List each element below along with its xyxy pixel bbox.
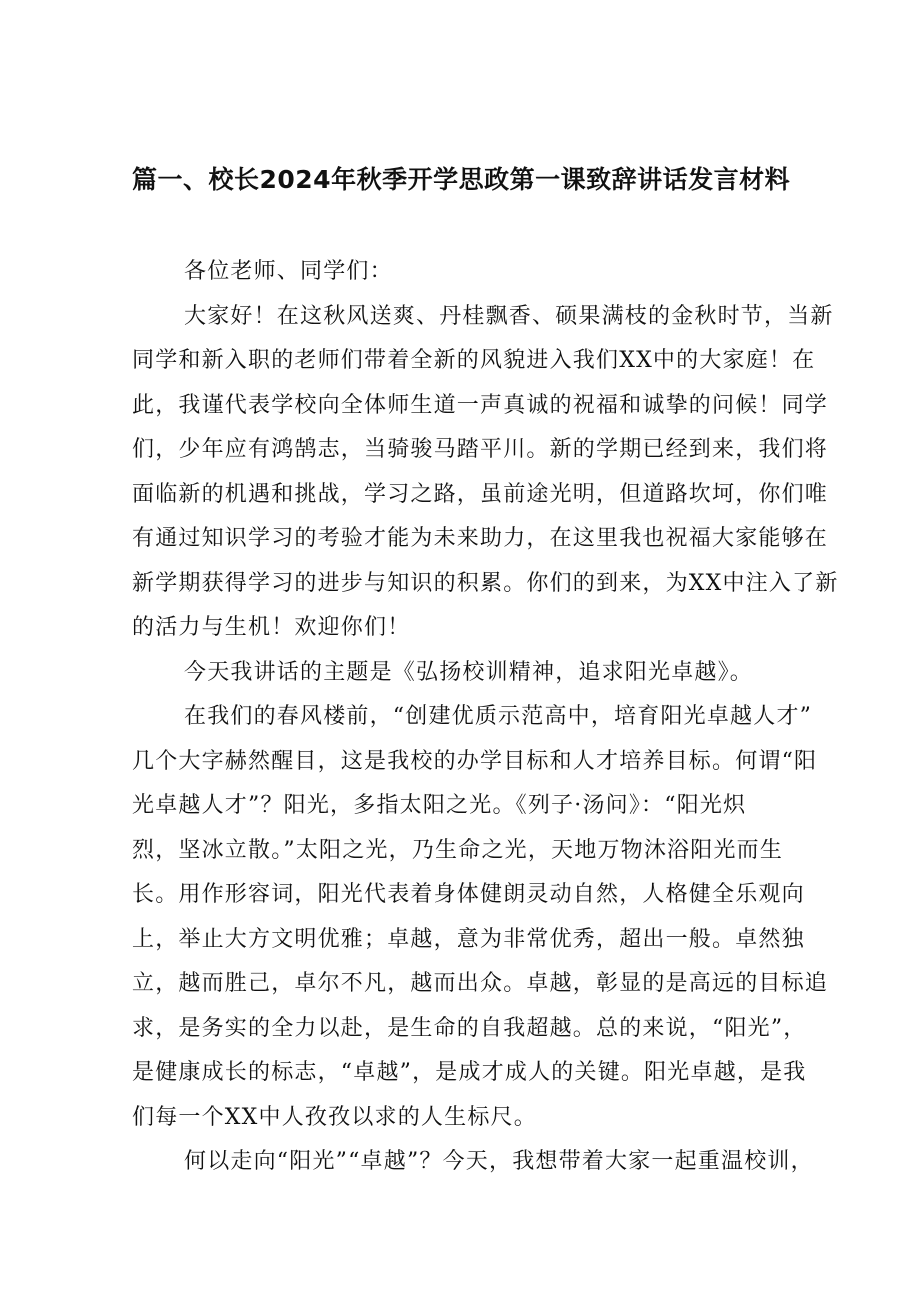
paragraph-line: 求，是务实的全力以赴，是生命的自我超越。总的来说，“阳光”，	[132, 1015, 807, 1041]
paragraph-line: 光卓越人才”？阳光，多指太阳之光。《列子·汤问》：“阳光炽	[132, 793, 747, 818]
paragraph-line: 是健康成长的标志，“卓越”，是成才成人的关键。阳光卓越，是我	[132, 1060, 807, 1085]
document-body	[132, 250, 839, 1185]
paragraph-line: 的活力与生机！欢迎你们！	[132, 615, 411, 640]
paragraph-line: 上，举止大方文明优雅；卓越，意为非常优秀，超出一般。卓然独	[132, 926, 805, 952]
paragraph-line: 今天我讲话的主题是《弘扬校训精神，追求阳光卓越》。	[184, 659, 754, 685]
paragraph-line: 立，越而胜己，卓尔不凡，越而出众。卓越，彰显的是高远的目标追	[132, 971, 829, 996]
paragraph-line: 们，少年应有鸿鹄志，当骑骏马踏平川。新的学期已经到来，我们将	[132, 437, 829, 462]
document-title: 篇一、校长2024年秋季开学思政第一课致辞讲话发言材料	[132, 165, 791, 194]
paragraph-line: 有通过知识学习的考验才能为未来助力，在这里我也祝福大家能够在	[132, 526, 829, 551]
paragraph-line: 在我们的春风楼前，“创建优质示范高中，培育阳光卓越人才”	[184, 704, 813, 729]
paragraph-line: 何以走向“阳光”“卓越”？今天，我想带着大家一起重温校训，	[184, 1149, 814, 1174]
paragraph-line: 此，我谨代表学校向全体师生道一声真诚的祝福和诚挚的问候！同学	[132, 392, 829, 418]
paragraph-line: 大家好！在这秋风送爽、丹桂飘香、硕果满枝的金秋时节，当新	[184, 303, 834, 329]
paragraph-line: 长。用作形容词，阳光代表着身体健朗灵动自然，人格健全乐观向	[132, 882, 805, 907]
paragraph-line: 们每一个XX中人孜孜以求的人生标尺。	[132, 1104, 537, 1130]
paragraph-line: 新学期获得学习的进步与知识的积累。你们的到来，为XX中注入了新	[132, 570, 839, 596]
paragraph-line: 烈，坚冰立散。”太阳之光，乃生命之光，天地万物沐浴阳光而生	[132, 837, 784, 863]
paragraph-line: 几个大字赫然醒目，这是我校的办学目标和人才培养目标。何谓“阳	[132, 748, 818, 774]
paragraph-line: 同学和新入职的老师们带着全新的风貌进入我们XX中的大家庭！在	[132, 348, 816, 373]
paragraph-line: 面临新的机遇和挑战，学习之路，虽前途光明，但道路坎坷，你们唯	[132, 481, 829, 507]
salutation-line: 各位老师、同学们：	[184, 259, 393, 284]
